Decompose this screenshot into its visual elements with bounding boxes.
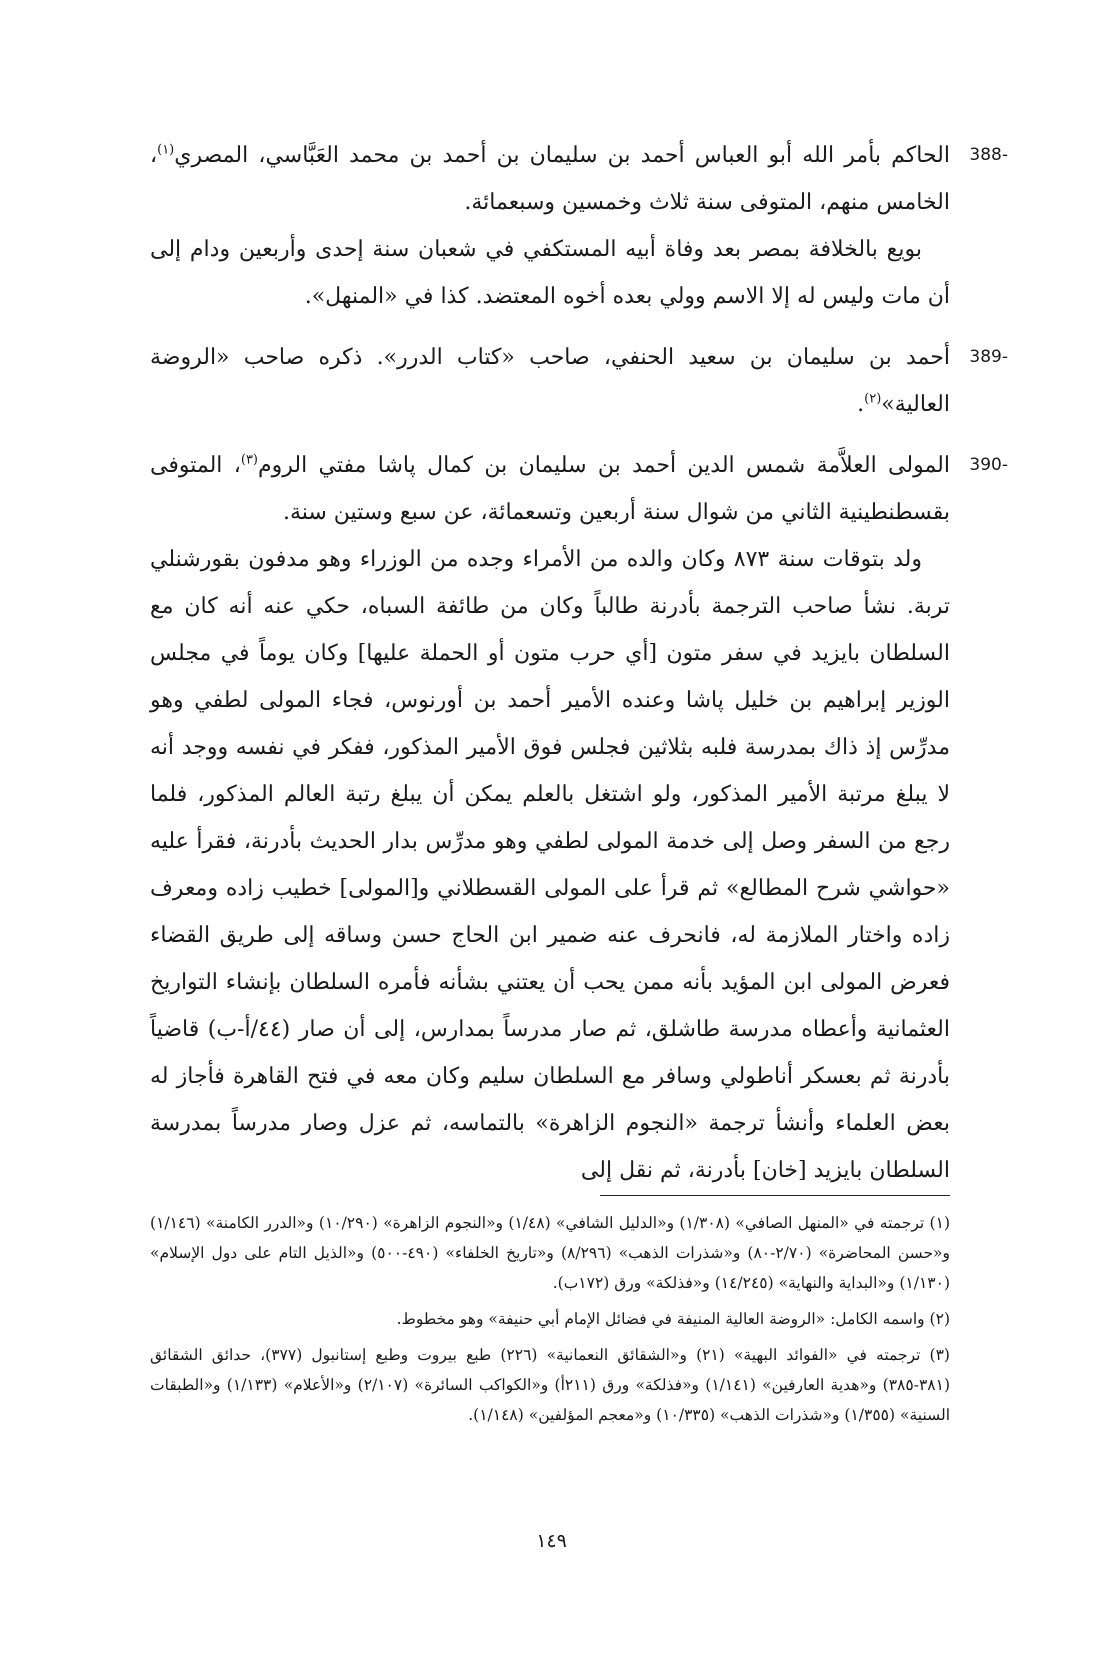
entry-text: المولى العلاَّمة شمس الدين أحمد بن سليمان بن كمال پاشا مفتي الروم [258, 453, 950, 478]
footnotes [150, 1208, 950, 1436]
entry-text-rest: ، الخامس منهم، المتوفى سنة ثلاث وخمسين وسبعمائة. [150, 143, 950, 215]
entry-number: 390- [969, 455, 1008, 475]
main-text [150, 132, 1008, 1208]
entry-390 [150, 442, 1008, 1194]
entry-text-rest: . [857, 392, 865, 417]
entry-text-rest: ، المتوفى بقسطنطينية الثاني من شوال سنة أربعين وتسعمائة، عن سبع وستين سنة. [150, 453, 950, 525]
entry-388 [150, 132, 1008, 320]
entry-paragraph: بويع بالخلافة بمصر بعد وفاة أبيه المستكفي في شعبان سنة إحدى وأربعين ودام إلى أن مات وليس له إلا الاسم وولي بعده أخوه المعتضد. كذا في «المنهل». [150, 237, 950, 309]
footnote-ref: (٢) [864, 391, 882, 407]
entry-heading [150, 132, 950, 226]
footnote-3: (٣) ترجمته في «الفوائد البهية» (٢١) و«الشقائق النعمانية» (٢٢٦) طبع بيروت وطبع إستانبول (٣٧٧)، حدائق الشقائق (٣٨١-٣٨٥) و«هدية العارفين» (١/١٤١) و«فذلكة» ورق (٢١١أ) و«الكواكب السائرة» (٢/١٠٧) و«الأعلام» (١/١٣٣) و«الطبقات السنية» (١/٣٥٥) و«شذرات الذهب» (١٠/٣٣٥) و«معجم المؤلفين» (١/١٤٨). [150, 1346, 950, 1424]
entry-text: أحمد بن سليمان بن سعيد الحنفي، صاحب «كتاب الدرر». ذكره صاحب «الروضة العالية» [150, 345, 950, 417]
footnote-ref: (٣) [240, 452, 258, 468]
footnote-divider [600, 1195, 950, 1196]
page-number: ١٤٩ [536, 1530, 567, 1552]
entry-number: 389- [969, 347, 1008, 367]
entry-389 [150, 334, 1008, 428]
entry-number: 388- [969, 145, 1008, 165]
footnote-1: (١) ترجمته في «المنهل الصافي» (١/٣٠٨) و«الدليل الشافي» (١/٤٨) و«النجوم الزاهرة» (١٠/٢٩٠) و«الدرر الكامنة» (١/١٤٦) و«حسن المحاضرة» (٢/٧٠-٨٠) و«شذرات الذهب» (٨/٢٩٦) و«تاريخ الخلفاء» (٤٩٠-٥٠٠) و«الذيل التام على دول الإسلام» (١/١٣٠) و«البداية والنهاية» (١٤/٢٤٥) و«فذلكة» ورق (١٧٢ب). [150, 1214, 951, 1292]
footnote-ref: (١) [157, 142, 175, 158]
entry-heading [150, 334, 950, 428]
footnote-2: (٢) واسمه الكامل: «الروضة العالية المنيفة في فضائل الإمام أبي حنيفة» وهو مخطوط. [396, 1310, 950, 1328]
entry-text: الحاكم بأمر الله أبو العباس أحمد بن سليمان بن أحمد بن محمد العَبَّاسي، المصري [174, 143, 950, 168]
entry-heading [150, 442, 950, 536]
entry-paragraph: ولد بتوقات سنة ٨٧٣ وكان والده من الأمراء وجده من الوزراء وهو مدفون بقورشنلي تربة. نشأ صاحب الترجمة بأدرنة طالباً وكان من طائفة السباه، حكي عنه أنه كان مع السلطان بايزيد في سفر متون [أي حرب متون أو الحملة عليها] وكان يوماً في مجلس الوزير إبراهيم بن خليل پاشا وعنده الأمير أحمد بن أورنوس، فجاء المولى لطفي وهو مدرِّس إذ ذاك بمدرسة فلبه بثلاثين فجلس فوق الأمير المذكور، ففكر في نفسه ووجد أنه لا يبلغ مرتبة الأمير المذكور، ولو اشتغل بالعلم يمكن أن يبلغ رتبة العالم المذكور، فلما رجع من السفر وصل إلى خدمة المولى لطفي وهو مدرِّس بدار الحديث بأدرنة، فقرأ عليه «حواشي شرح المطالع» ثم قرأ على المولى القسطلاني و[المولى] خطيب زاده ومعرف زاده واختار الملازمة له، فانحرف عنه ضمير ابن الحاج حسن وساقه إلى طريق القضاء فعرض المولى ابن المؤيد بأنه ممن يحب أن يعتني بشأنه فأمره السلطان بإنشاء التواريخ العثمانية وأعطاه مدرسة طاشلق، ثم صار مدرساً بمدارس، إلى أن صار (٤٤/أ-ب) قاضياً بأدرنة ثم بعسكر أناطولي وسافر مع السلطان سليم وكان معه في فتح القاهرة فأجاز له بعض العلماء وأنشأ ترجمة «النجوم الزاهرة» بالتماسه، ثم عزل وصار مدرساً بمدرسة السلطان بايزيد [خان] بأدرنة، ثم نقل إلى [150, 547, 950, 1183]
